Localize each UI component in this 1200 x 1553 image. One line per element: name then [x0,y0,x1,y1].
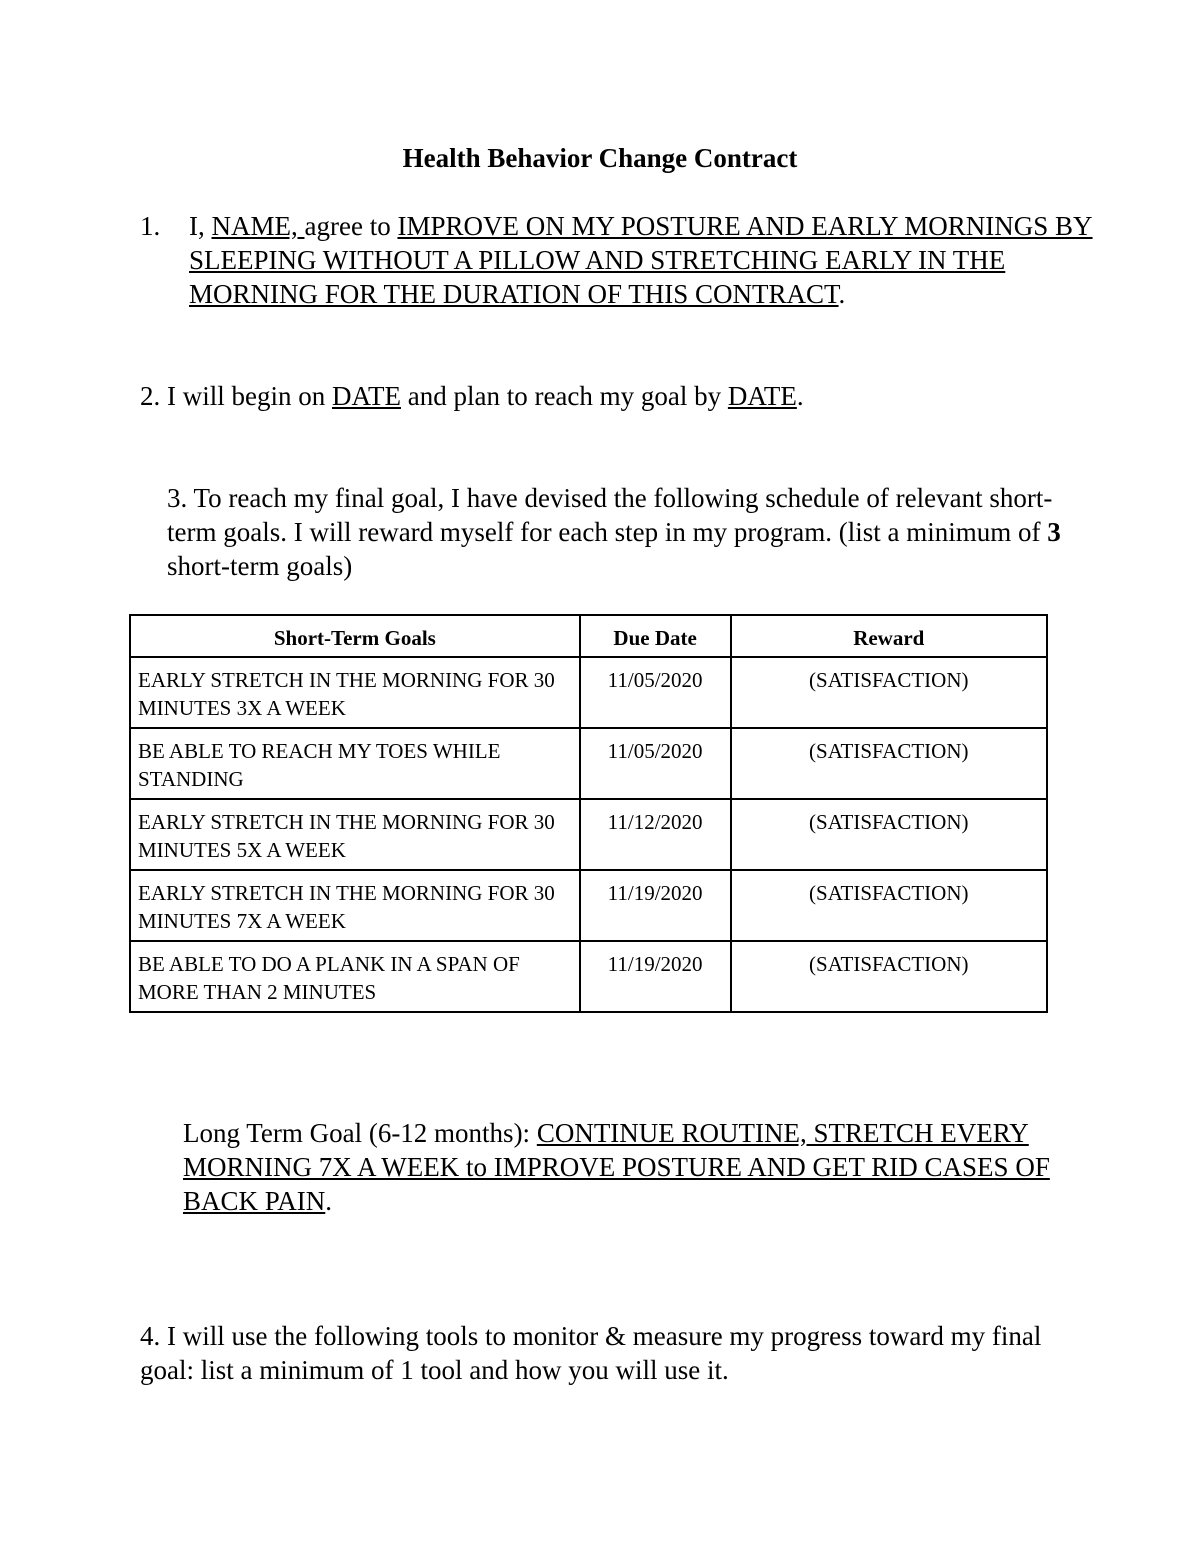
long-term-goal-field: CONTINUE ROUTINE, STRETCH EVERY MORNING 7X A WEEK to IMPROVE POSTURE AND GET RID CASES OF BACK PAIN [183,1118,1050,1216]
start-date-field: DATE [331,381,401,411]
due-date-cell: 11/12/2020 [580,799,731,870]
item-2-prefix: 2. I will begin on [140,381,332,411]
header-short-term-goals: Short-Term Goals [130,615,580,657]
reward-cell: (SATISFACTION) [731,941,1047,1012]
item-1-agree: agree to [304,211,398,241]
item-1-prefix: I, [189,211,212,241]
table-row [130,941,1047,1012]
table-header-row [130,615,1047,657]
item-1-number: 1. [140,211,161,241]
item-3-text-a: 3. To reach my final goal, I have devised the following schedule of relevant short-term goals. I will reward myself for each step in my program. (list a minimum of [167,483,1053,547]
long-term-goal [183,1116,1083,1218]
reward-cell: (SATISFACTION) [731,657,1047,728]
goal-cell: BE ABLE TO REACH MY TOES WHILE STANDING [130,728,580,799]
goal-cell: EARLY STRETCH IN THE MORNING FOR 30 MINUTES 5X A WEEK [130,799,580,870]
goal-cell: BE ABLE TO DO A PLANK IN A SPAN OF MORE THAN 2 MINUTES [130,941,580,1012]
due-date-cell: 11/05/2020 [580,728,731,799]
item-3-bold-number: 3 [1047,517,1061,547]
item-4-tools: 4. I will use the following tools to monitor & measure my progress toward my final goal: list a minimum of 1 tool and how you will use it. [140,1321,1042,1385]
document-title: Health Behavior Change Contract [402,143,798,173]
table-row [130,728,1047,799]
item-3-schedule-intro [167,481,1087,583]
reward-cell: (SATISFACTION) [731,799,1047,870]
table-row [130,799,1047,870]
header-reward: Reward [731,615,1047,657]
end-date-field: DATE [727,381,797,411]
reward-cell: (SATISFACTION) [731,870,1047,941]
long-term-end: . [325,1186,333,1216]
item-1-body [189,209,1099,311]
item-2-dates [140,379,1100,413]
item-1-end: . [838,279,846,309]
behavior-goal-field: IMPROVE ON MY POSTURE AND EARLY MORNINGS BY SLEEPING WITHOUT A PILLOW AND STRETCHING EARLY IN THE MORNING FOR THE DURATION OF THIS CONTRACT [189,211,1093,309]
due-date-cell: 11/19/2020 [580,870,731,941]
long-term-label: Long Term Goal (6-12 months): [183,1118,537,1148]
table-row [130,657,1047,728]
item-2-end: . [796,381,804,411]
header-due-date: Due Date [580,615,731,657]
due-date-cell: 11/05/2020 [580,657,731,728]
table-row [130,870,1047,941]
name-field: NAME, [211,211,305,241]
reward-cell: (SATISFACTION) [731,728,1047,799]
item-2-middle: and plan to reach my goal by [400,381,728,411]
short-term-goals-table [129,614,1048,1013]
goal-cell: EARLY STRETCH IN THE MORNING FOR 30 MINUTES 3X A WEEK [130,657,580,728]
item-3-text-b: short-term goals) [167,551,353,581]
due-date-cell: 11/19/2020 [580,941,731,1012]
goal-cell: EARLY STRETCH IN THE MORNING FOR 30 MINUTES 7X A WEEK [130,870,580,941]
